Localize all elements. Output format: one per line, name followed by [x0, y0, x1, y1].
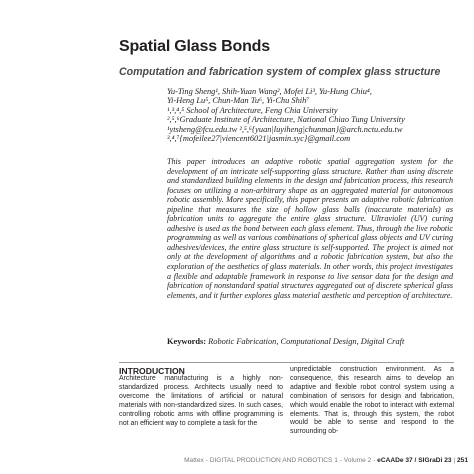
footer-separator: |: [453, 457, 456, 464]
intro-column-left: Architecture manufacturing is a highly non-standardized process. Architects usually need to overcome the limitations of artificial or natural materials with non-standardized sizes. In such cases, controlling robotic arms with offline programming is not an efficient way to complete a task for the: [119, 375, 283, 427]
email-line: ¹ytsheng@fcu.edu.tw ²,⁵,⁶{yuan|luyiheng|chunman}@arch.nctu.edu.tw: [167, 124, 403, 134]
footer-conference: eCAADe 37 / SIGraDi 23: [377, 457, 452, 464]
keywords-label: Keywords:: [167, 337, 207, 346]
section-divider: [119, 362, 454, 363]
affiliation-line: ²,⁵,⁶Graduate Institute of Architecture, National Chiao Tung University: [167, 115, 405, 125]
email-line: ³,⁴,⁷{mofeilee27|viencent6021|jasmin.syc}@gmail.com: [167, 134, 351, 144]
intro-column-right: unpredictable construction environment. As a consequence, this research aims to develop an adaptive and flexible robot control system using a combination of sensors for design and fabrication, which would enable the robot to interact with external elements. That is, through this system, the robot would be able to sense and respond to the surrounding ob-: [290, 366, 454, 436]
footer-section: Mattex - DIGITAL PRODUCTION AND ROBOTICS 1 - Volume 2 -: [184, 457, 376, 464]
section-heading-introduction: INTRODUCTION: [119, 366, 185, 376]
paper-title: Spatial Glass Bonds: [119, 38, 270, 55]
author-block: [167, 87, 467, 143]
abstract: This paper introduces an adaptive robotic spatial aggregation system for the development of an intricate self-supporting glass structure. Rather than using discrete and standardized building elements in the design and fabrication process, this research focuses on utilizing a non-arbitrary shape as an aggregated material for autonomous robotic assembly. More specifically, this paper presents an adaptive robotic fabrication pipeline that measures the size of hollow glass balls (inaccurate materials) as fabrication units to aggregate the entire glass structure. Ultraviolet (UV) curing adhesive is used as the bond between each glass element. Thus, through the live robotic programming as well as various combinations of spherical glass objects and UV curing adhesives/devices, the entire glass structure is self-supported. The project is aimed not only at the development of algorithms and a robotic fabrication system, but also the exploration of the aesthetics of glass materials. In other words, this project investigates a flexible and adaptable framework in response to live sensor data for the design and fabrication of nonstandard spatial structures aggregated out of discrete spherical glass elements, and it further explores glass material aesthetic and perception of architecture.: [167, 157, 453, 300]
paper-subtitle: Computation and fabrication system of complex glass structure: [119, 66, 441, 78]
author-names-line: Yi-Heng Lu⁵, Chun-Man Tu⁶, Yi-Chu Shih⁷: [167, 96, 310, 106]
keywords-text: Robotic Fabrication, Computational Design, Digital Craft: [208, 337, 405, 346]
page-footer: [184, 457, 468, 464]
affiliation-line: ¹,³,⁴,⁵ School of Architecture, Feng Chia University: [167, 105, 338, 115]
keywords: [167, 337, 404, 346]
author-names-line: Yu-Ting Sheng¹, Shih-Yuan Wang², Mofei Li³, Yu-Hung Chiu⁴,: [167, 87, 372, 96]
page-number: 251: [456, 457, 468, 464]
